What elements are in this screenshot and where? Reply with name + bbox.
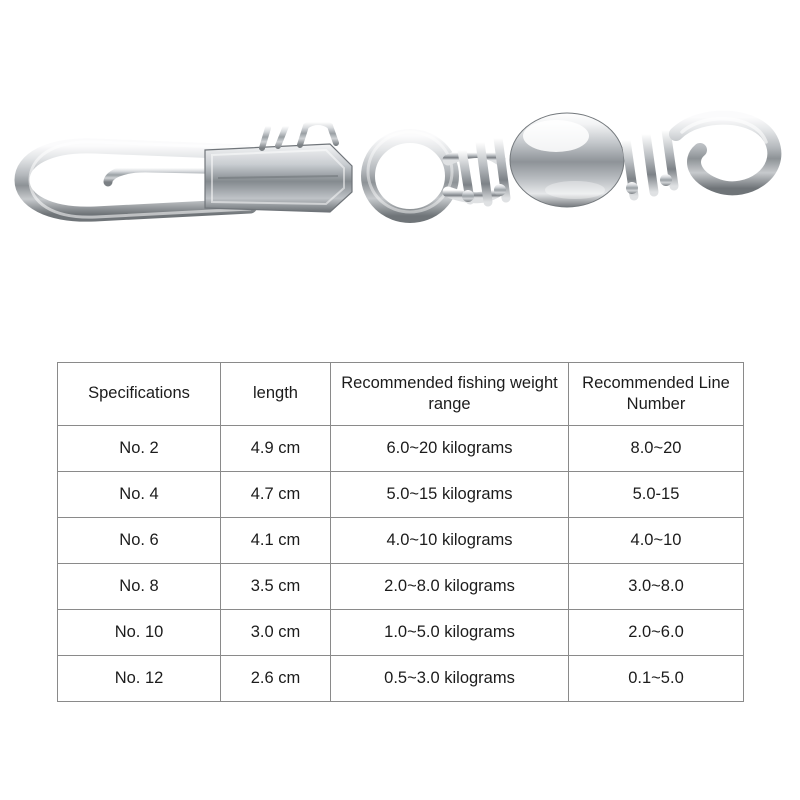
specifications-table-container (57, 362, 743, 702)
cell-line-number: 2.0~6.0 (569, 610, 744, 656)
cell-specification: No. 4 (58, 472, 221, 518)
table-row (58, 610, 744, 656)
cell-length: 4.9 cm (221, 426, 331, 472)
cell-specification: No. 8 (58, 564, 221, 610)
specifications-table (57, 362, 744, 702)
cell-line-number: 4.0~10 (569, 518, 744, 564)
left-wire-twist (462, 138, 506, 202)
cell-weight-range: 4.0~10 kilograms (331, 518, 569, 564)
cell-specification: No. 2 (58, 426, 221, 472)
table-row (58, 472, 744, 518)
cell-line-number: 5.0-15 (569, 472, 744, 518)
cell-weight-range: 6.0~20 kilograms (331, 426, 569, 472)
right-eye-loop (676, 118, 774, 189)
cell-line-number: 3.0~8.0 (569, 564, 744, 610)
right-wire-twist (626, 130, 674, 196)
barrel-body (510, 113, 624, 207)
cell-length: 3.5 cm (221, 564, 331, 610)
cell-length: 3.0 cm (221, 610, 331, 656)
cell-weight-range: 0.5~3.0 kilograms (331, 656, 569, 702)
column-header-length (221, 363, 331, 426)
column-header-line-number-label: Recommended Line Number (582, 373, 730, 413)
cell-line-number: 0.1~5.0 (569, 656, 744, 702)
column-header-specifications-label: Specifications (88, 384, 190, 403)
column-header-weight-range-label: Recommended fishing weight range (341, 373, 558, 413)
column-header-specifications (58, 363, 221, 426)
table-row (58, 518, 744, 564)
column-header-line-number (569, 363, 744, 426)
cell-weight-range: 2.0~8.0 kilograms (331, 564, 569, 610)
cell-specification: No. 12 (58, 656, 221, 702)
swivel-illustration (0, 0, 800, 340)
cell-length: 4.1 cm (221, 518, 331, 564)
cell-weight-range: 5.0~15 kilograms (331, 472, 569, 518)
cell-specification: No. 10 (58, 610, 221, 656)
cell-line-number: 8.0~20 (569, 426, 744, 472)
cell-length: 4.7 cm (221, 472, 331, 518)
column-header-length-label: length (253, 384, 298, 403)
column-header-weight-range (331, 363, 569, 426)
cell-specification: No. 6 (58, 518, 221, 564)
table-row (58, 564, 744, 610)
table-header-row (58, 363, 744, 426)
table-row (58, 426, 744, 472)
snap-clip (22, 122, 352, 217)
table-row (58, 656, 744, 702)
cell-length: 2.6 cm (221, 656, 331, 702)
product-image (0, 0, 800, 340)
cell-weight-range: 1.0~5.0 kilograms (331, 610, 569, 656)
